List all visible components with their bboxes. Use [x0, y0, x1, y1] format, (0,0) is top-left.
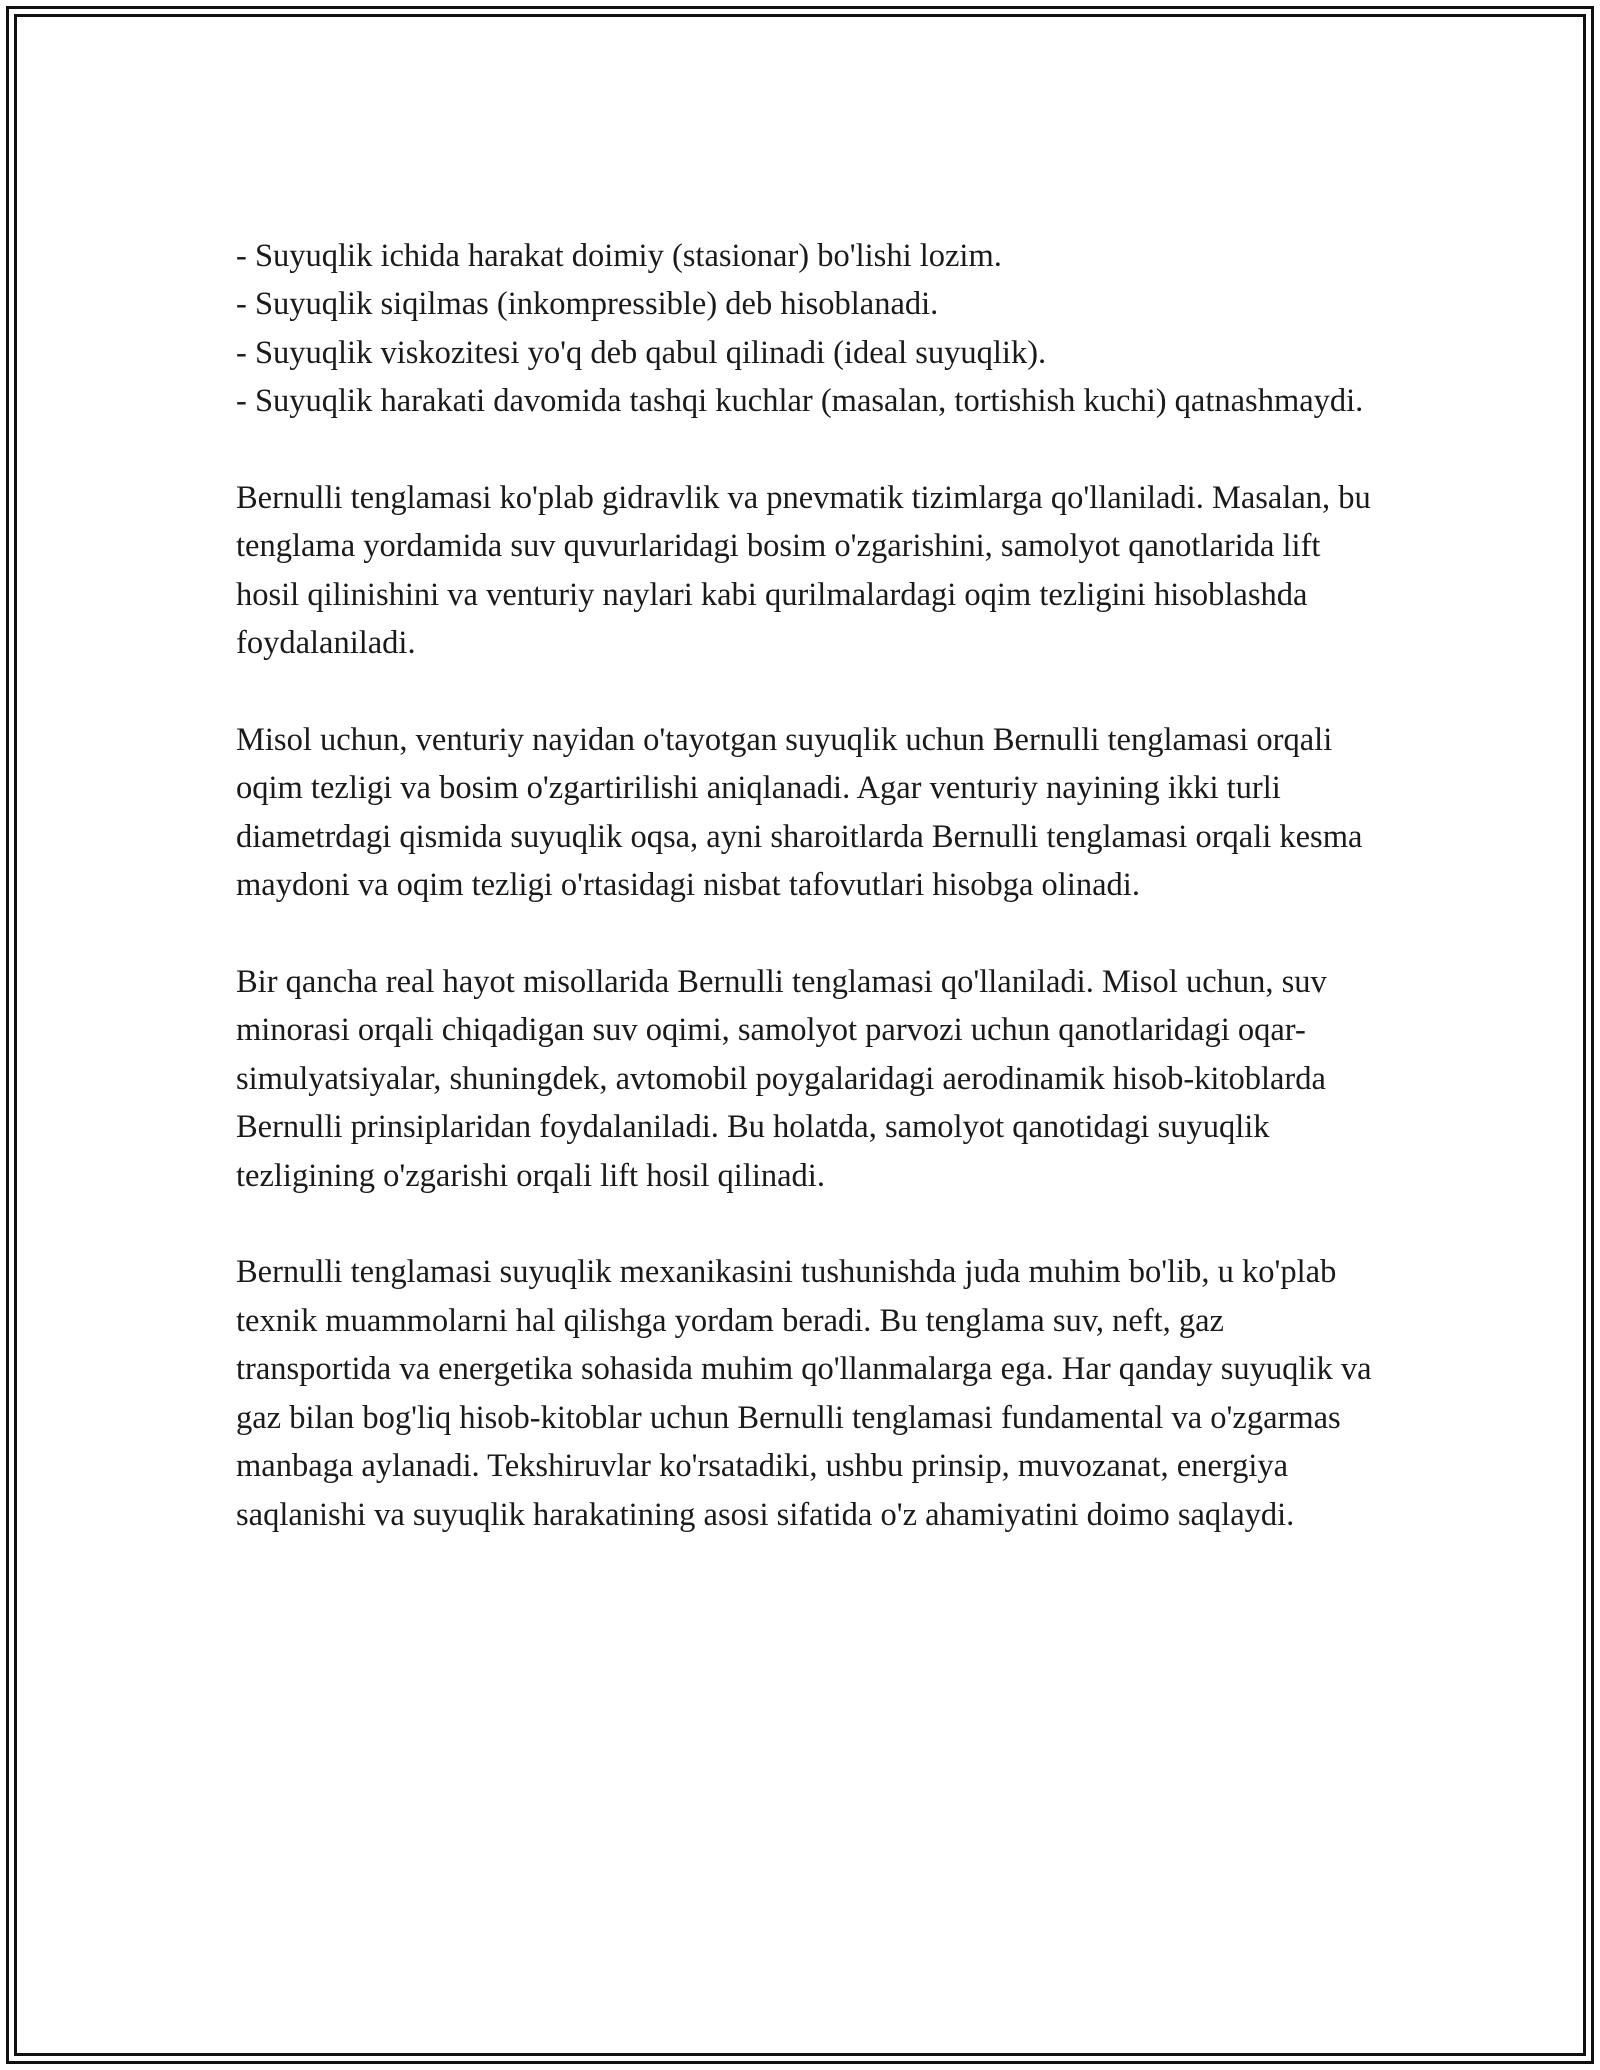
paragraph-real-life-examples: Bir qancha real hayot misollarida Bernulli tenglamasi qo'llaniladi. Misol uchun, suv minorasi orqali chiqadigan suv oqimi, samolyot parvozi uchun qanotlaridagi oqar-simulyatsiyalar, shuningdek, avtomobil poygalaridagi aerodinamik hisob-kitoblarda Bernulli prinsiplaridan foydalaniladi. Bu holatda, samolyot qanotidagi suyuqlik tezligining o'zgarishi orqali lift hosil qilinadi.: [236, 964, 1327, 1194]
document-body: [236, 232, 1386, 1539]
paragraph-applications: Bernulli tenglamasi ko'plab gidravlik va pnevmatik tizimlarga qo'llaniladi. Masalan, bu tenglama yordamida suv quvurlaridagi bosim o'zgarishini, samolyot qanotlarida lift hosil qilinishini va venturiy naylari kabi qurilmalardagi oqim tezligini hisoblashda foydalaniladi.: [236, 480, 1371, 662]
list-item: - Suyuqlik siqilmas (inkompressible) deb hisoblanadi.: [236, 286, 939, 323]
list-item: - Suyuqlik harakati davomida tashqi kuchlar (masalan, tortishish kuchi) qatnashmaydi.: [236, 383, 1364, 420]
list-item: - Suyuqlik ichida harakat doimiy (stasionar) bo'lishi lozim.: [236, 238, 1002, 274]
list-item: - Suyuqlik viskozitesi yo'q deb qabul qilinadi (ideal suyuqlik).: [236, 334, 1047, 371]
paragraph-conclusion: Bernulli tenglamasi suyuqlik mexanikasini tushunishda juda muhim bo'lib, u ko'plab texnik muammolarni hal qilishga yordam beradi. Bu tenglama suv, neft, gaz transportida va energetika sohasida muhim qo'llanmalarga ega. Har qanday suyuqlik va gaz bilan bog'liq hisob-kitoblar uchun Bernulli tenglamasi fundamental va o'zgarmas manbaga aylanadi. Tekshiruvlar ko'rsatadiki, ushbu prinsip, muvozanat, energiya saqlanishi va suyuqlik harakatining asosi sifatida o'z ahamiyatini doimo saqlaydi.: [236, 1254, 1372, 1533]
assumptions-list: [236, 232, 1386, 426]
paragraph-venturi-example: Misol uchun, venturiy nayidan o'tayotgan suyuqlik uchun Bernulli tenglamasi orqali oqim tezligi va bosim o'zgartirilishi aniqlanadi. Agar venturiy nayining ikki turli diametrdagi qismida suyuqlik oqsa, ayni sharoitlarda Bernulli tenglamasi orqali kesma maydoni va oqim tezligi o'rtasidagi nisbat tafovutlari hisobga olinadi.: [236, 722, 1363, 904]
